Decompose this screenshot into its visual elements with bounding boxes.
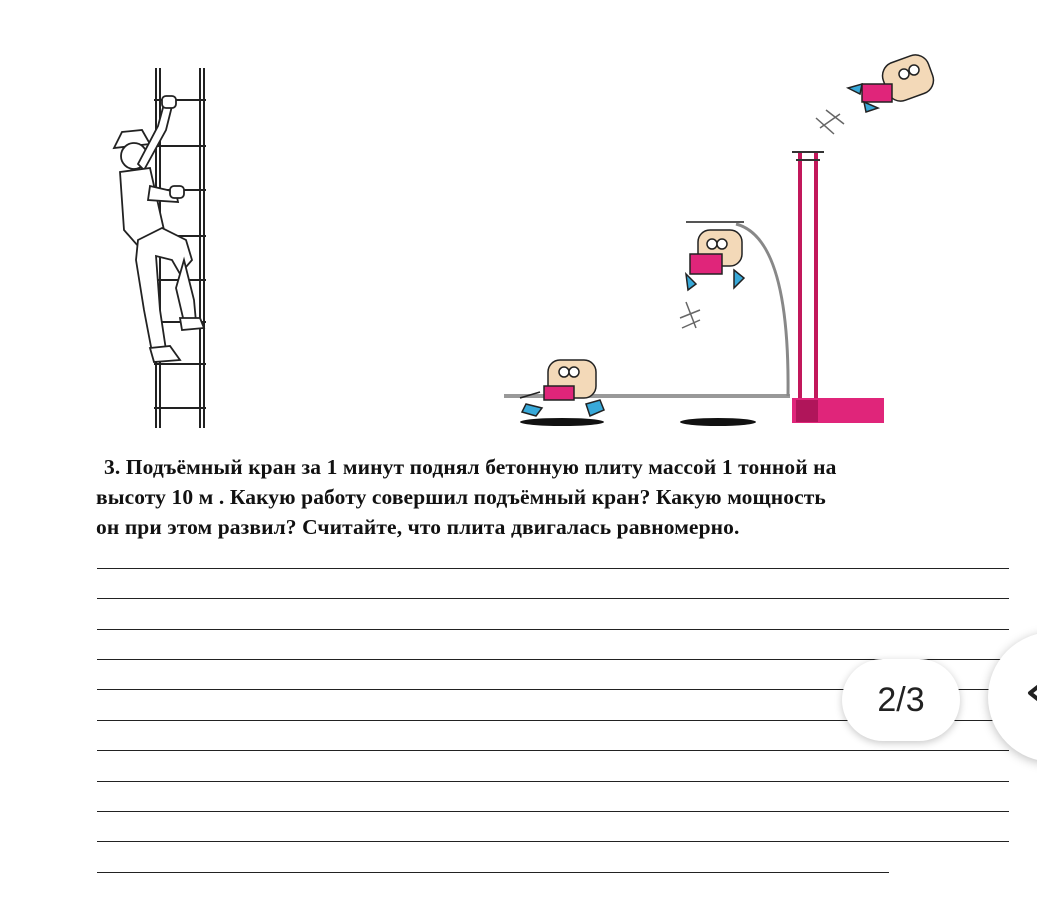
answer-line <box>97 781 1009 782</box>
next-page-button[interactable] <box>988 632 1037 762</box>
answer-line <box>97 872 889 873</box>
task-line-3: он при этом развил? Считайте, что плита двигалась равномерно. <box>96 515 740 539</box>
ladder-climber-illustration <box>100 60 230 432</box>
answer-line <box>97 598 1009 599</box>
chevron-left-icon <box>1024 680 1037 706</box>
answer-line <box>97 750 1009 751</box>
answer-line <box>97 841 1009 842</box>
task-line-1: 3. Подъёмный кран за 1 минут поднял бетонную плиту массой 1 тонной на <box>104 455 837 479</box>
task-text <box>96 452 1016 542</box>
page-indicator: 2/3 <box>842 659 960 741</box>
pole-vault-illustration <box>500 48 940 433</box>
answer-line <box>97 629 1009 630</box>
task-line-2: высоту 10 м . Какую работу совершил подъёмный кран? Какую мощность <box>96 485 826 509</box>
answer-line <box>97 811 1009 812</box>
answer-line <box>97 568 1009 569</box>
